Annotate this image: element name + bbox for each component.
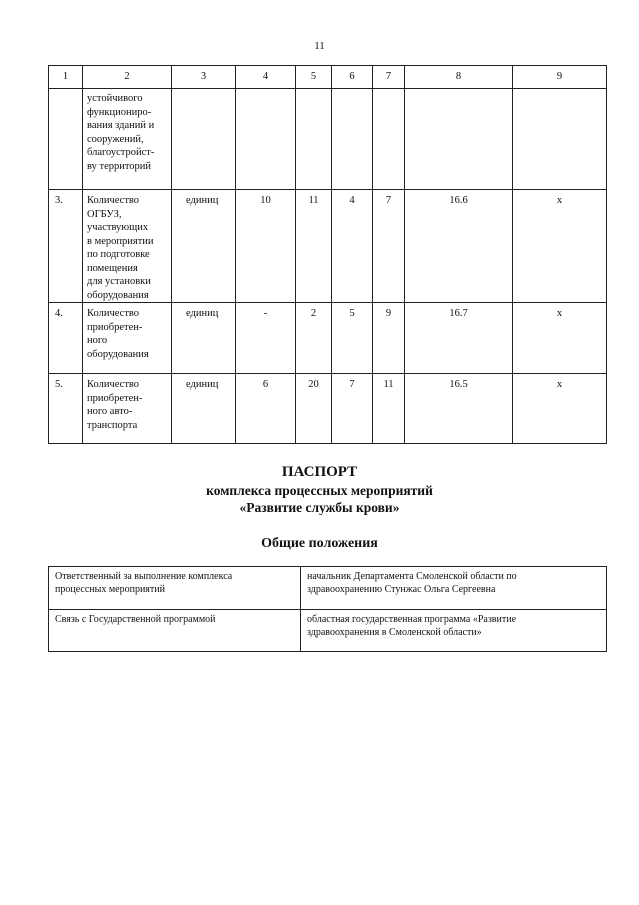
value-cell: - [236,303,296,374]
value-cell: 10 [236,190,296,303]
unit: единиц [172,303,236,374]
label-cell: Ответственный за выполнение комплекса процессных мероприятий [49,567,301,610]
header-cell: 7 [373,66,405,89]
header-cell: 3 [172,66,236,89]
label-cell: Связь с Государственной программой [49,610,301,652]
header-cell: 1 [49,66,83,89]
value-cell: 11 [373,374,405,444]
value-cell: 11 [296,190,332,303]
value-cell: 4 [332,190,373,303]
section-heading: Общие положения [261,536,378,551]
value-cell: х [513,303,607,374]
header-cell: 5 [296,66,332,89]
table-row [49,567,607,610]
value-cell: 16.7 [405,303,513,374]
indicator-name: Количество ОГБУЗ, участвующих в мероприятии по подготовке помещения для установки оборудования [83,190,172,303]
value-cell: х [513,374,607,444]
indicators-table [48,65,607,444]
value-cell: 5 [332,303,373,374]
value-cell: 2 [296,303,332,374]
indicator-name: Количество приобретен- ного оборудования [83,303,172,374]
header-row [49,66,607,89]
row-number: 3. [49,190,83,303]
row-number: 4. [49,303,83,374]
header-cell: 9 [513,66,607,89]
page-number: 11 [314,40,325,52]
row-number: 5. [49,374,83,444]
general-provisions-table [48,566,607,652]
value-cell: 20 [296,374,332,444]
passport-subtitle: комплекса процессных мероприятий «Развитие службы крови» [206,483,433,515]
table-row-continuation [49,89,607,190]
header-cell: 6 [332,66,373,89]
header-cell: 4 [236,66,296,89]
value-cell: 6 [236,374,296,444]
value-cell: 7 [332,374,373,444]
value-cell: 9 [373,303,405,374]
value-cell: 7 [373,190,405,303]
unit: единиц [172,190,236,303]
value-cell: 16.6 [405,190,513,303]
value-cell: х [513,190,607,303]
value-cell: областная государственная программа «Развитие здравоохранения в Смоленской области» [301,610,607,652]
table-row [49,374,607,444]
indicator-name: Количество приобретен- ного авто- транспорта [83,374,172,444]
table-row [49,303,607,374]
table-row [49,190,607,303]
value-cell: начальник Департамента Смоленской области по здравоохранению Стунжас Ольга Сергеевна [301,567,607,610]
unit: единиц [172,374,236,444]
value-cell: 16.5 [405,374,513,444]
header-cell: 8 [405,66,513,89]
continuation-text: устойчивого функциониро- вания зданий и сооружений, благоустройст- ву территорий [83,89,172,190]
table-row [49,610,607,652]
header-cell: 2 [83,66,172,89]
passport-title: ПАСПОРТ [281,464,358,480]
